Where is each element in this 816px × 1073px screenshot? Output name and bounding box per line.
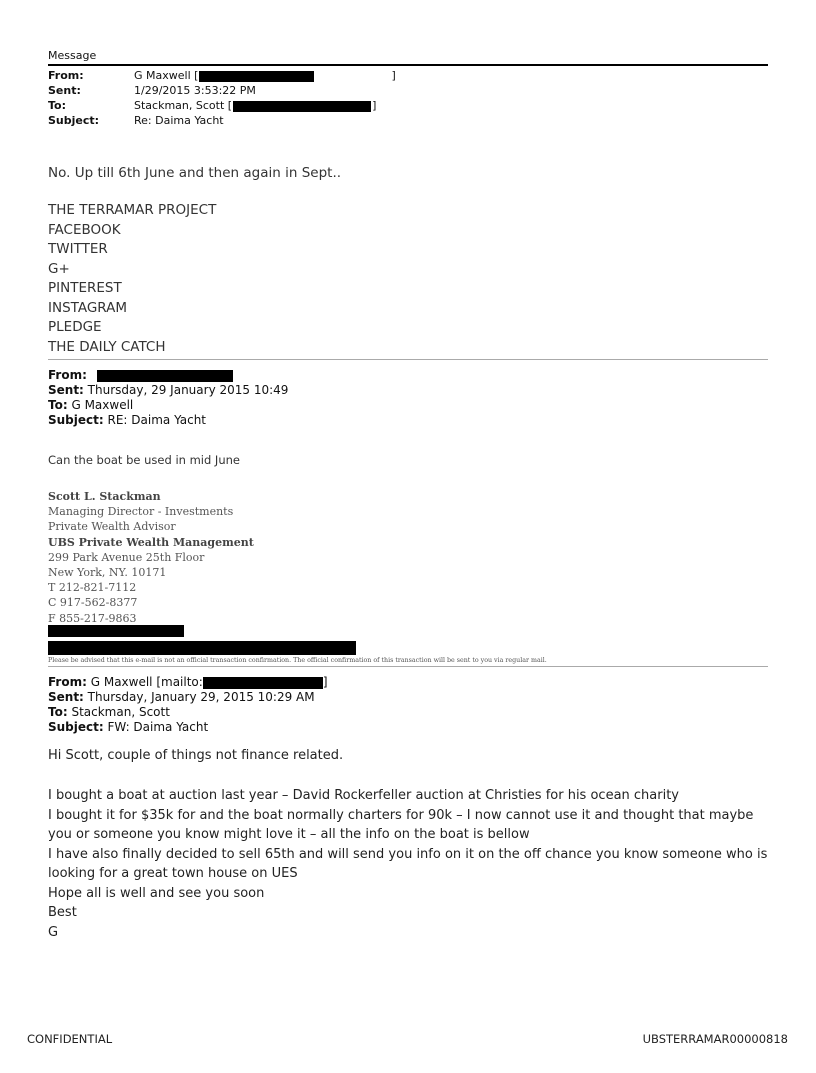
header-to-row <box>48 98 768 113</box>
redaction-box <box>48 625 184 637</box>
email3-to-label: To: <box>48 705 68 719</box>
link-twitter[interactable]: TWITTER <box>48 241 108 257</box>
thread-divider <box>48 666 768 667</box>
redaction-box <box>48 641 356 655</box>
redaction-box <box>199 71 314 82</box>
email3-initial: G <box>48 924 59 940</box>
message-header-title: Message <box>48 49 97 62</box>
subject-value: Re: Daima Yacht <box>134 114 224 127</box>
to-close: ] <box>372 99 377 112</box>
email2-subject-label: Subject: <box>48 413 104 427</box>
signature-title: Managing Director - Investments <box>48 505 234 519</box>
link-instagram[interactable]: INSTAGRAM <box>48 299 128 316</box>
to-name: Stackman, Scott [ <box>134 99 233 112</box>
from-name: G Maxwell [ <box>134 69 199 82</box>
header-divider <box>48 64 768 66</box>
email3-to-value: Stackman, Scott <box>67 705 170 719</box>
link-pledge[interactable]: PLEDGE <box>48 319 102 335</box>
header-subject-row <box>48 113 768 128</box>
email3-paragraph: I bought a boat at auction last year – David Rockerfeller auction at Christies for his ocean charity <box>48 788 680 803</box>
reply-text: No. Up till 6th June and then again in Sept.. <box>48 165 342 181</box>
email2-to-label: To: <box>48 398 68 412</box>
header-from-row <box>48 68 768 83</box>
email3-sent-value: Thursday, January 29, 2015 10:29 AM <box>83 690 315 704</box>
email2-sent-value: Thursday, 29 January 2015 10:49 <box>83 383 289 397</box>
email2-subject-value: RE: Daima Yacht <box>103 413 207 427</box>
email2-from-label: From: <box>48 368 87 382</box>
disclaimer-text: Please be advised that this e-mail is not an official transaction confirmation. The official confirmation of this transaction will be sent to you via regular mail. <box>48 657 547 664</box>
link-daily-catch[interactable]: THE DAILY CATCH <box>48 338 166 355</box>
email3-closing: Best <box>48 905 77 920</box>
footer-bates-number: UBSTERRAMAR00000818 <box>642 1032 788 1046</box>
email3-paragraph: Hope all is well and see you soon <box>48 885 265 901</box>
signature-links <box>48 201 216 357</box>
email3-sent-label: Sent: <box>48 690 84 704</box>
email3-subject-label: Subject: <box>48 720 104 734</box>
subject-label: Subject: <box>48 114 100 127</box>
from-label: From: <box>48 69 84 82</box>
signature-company: UBS Private Wealth Management <box>48 535 254 549</box>
email2-sent-label: Sent: <box>48 383 84 397</box>
signature-role: Private Wealth Advisor <box>48 520 176 534</box>
email3-body <box>48 786 770 942</box>
email2-to-value: G Maxwell <box>67 398 134 412</box>
email2-from-row <box>48 368 233 383</box>
email3-sent-row <box>48 690 315 705</box>
link-pinterest[interactable]: PINTEREST <box>48 280 122 296</box>
redaction-box <box>233 101 371 112</box>
email3-from-close: ] <box>322 675 328 689</box>
signature-fax: F 855-217-9863 <box>48 611 137 625</box>
sent-value: 1/29/2015 3:53:22 PM <box>134 84 256 97</box>
email3-from-label: From: <box>48 675 87 689</box>
email2-subject-row <box>48 413 206 428</box>
thread-divider <box>48 359 768 360</box>
signature-cell: C 917-562-8377 <box>48 596 138 610</box>
link-facebook[interactable]: FACEBOOK <box>48 221 121 238</box>
email2-to-row <box>48 398 133 413</box>
signature-city: New York, NY. 10171 <box>48 566 167 580</box>
email3-to-row <box>48 705 170 720</box>
from-value <box>134 68 396 83</box>
redaction-box <box>203 677 323 689</box>
sent-label: Sent: <box>48 84 81 97</box>
email2-sent-row <box>48 383 288 398</box>
signature-name: Scott L. Stackman <box>48 490 161 503</box>
email3-from-value: G Maxwell [mailto: <box>86 675 203 689</box>
link-terramar-project[interactable]: THE TERRAMAR PROJECT <box>48 202 217 218</box>
header-sent-row <box>48 83 768 98</box>
redaction-box <box>97 370 233 382</box>
to-label: To: <box>48 99 66 112</box>
email3-greeting: Hi Scott, couple of things not finance related. <box>48 748 344 763</box>
link-google-plus[interactable]: G+ <box>48 260 70 277</box>
email2-body: Can the boat be used in mid June <box>48 453 240 467</box>
email-signature <box>48 489 254 626</box>
signature-address: 299 Park Avenue 25th Floor <box>48 550 205 564</box>
to-value <box>134 98 376 113</box>
email3-from-row <box>48 675 328 690</box>
email3-paragraph: I bought it for $35k for and the boat normally charters for 90k – I now cannot use it and thought that maybe you or someone you know might love it – all the info on the boat is bellow <box>48 807 754 842</box>
footer-confidential: CONFIDENTIAL <box>27 1032 113 1046</box>
email3-subject-value: FW: Daima Yacht <box>103 720 209 734</box>
email3-paragraph: I have also finally decided to sell 65th and will send you info on it on the off chance you know someone who is looking for a great town house on UES <box>48 846 768 881</box>
signature-phone: T 212-821-7112 <box>48 581 137 595</box>
email3-subject-row <box>48 720 208 735</box>
from-close: ] <box>391 69 396 82</box>
